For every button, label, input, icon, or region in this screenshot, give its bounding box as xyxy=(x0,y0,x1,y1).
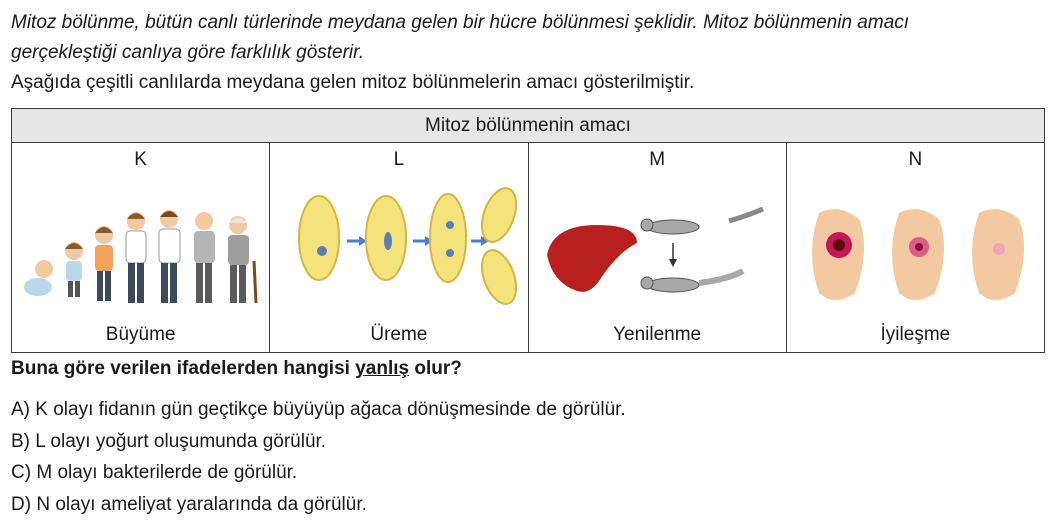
cell-caption: Yenilenme xyxy=(613,324,702,345)
option-b[interactable] xyxy=(11,426,626,458)
paramecium-division-illustration xyxy=(274,183,524,313)
cell-letter: K xyxy=(134,149,147,170)
child-figure xyxy=(95,226,113,301)
question-text xyxy=(11,358,462,380)
option-text: K olayı fidanın gün geçtikçe büyüyüp ağaca dönüşmesinde de görülür. xyxy=(35,399,626,420)
option-text: N olayı ameliyat yaralarında da görülür. xyxy=(36,493,367,515)
wound-healing-illustration xyxy=(791,183,1041,313)
cell-l xyxy=(270,143,528,353)
option-key: A) xyxy=(11,399,30,420)
option-key: D) xyxy=(11,493,32,515)
cell-n xyxy=(786,143,1044,353)
elderly-man-figure xyxy=(228,216,256,303)
answer-options xyxy=(11,394,626,520)
cell-caption: Büyüme xyxy=(105,324,176,345)
option-text: L olayı yoğurt oluşumunda görülür. xyxy=(35,430,327,452)
option-key: B) xyxy=(11,430,30,452)
option-d[interactable] xyxy=(11,489,626,521)
teen-figure xyxy=(126,212,146,303)
intro-text xyxy=(11,8,1051,98)
intro-line-3: Aşağıda çeşitli canlılarda meydana gelen mitoz bölünmelerin amacı gösterilmiştir. xyxy=(11,72,695,93)
cell-letter: M xyxy=(649,149,666,170)
option-c[interactable] xyxy=(11,457,626,489)
cell-k xyxy=(12,143,270,353)
question-underlined: yanlış xyxy=(355,358,410,379)
foot-2 xyxy=(892,209,944,300)
cell-caption: Üreme xyxy=(370,324,428,345)
older-man-figure xyxy=(194,212,215,303)
cell-letter: L xyxy=(393,149,405,170)
foot-1 xyxy=(812,209,864,300)
intro-line-1: Mitoz bölünme, bütün canlı türlerinde meydana gelen bir hücre bölünmesi şeklidir. Mitoz bölünmenin amacı xyxy=(11,12,910,33)
cell-m xyxy=(528,143,786,353)
cell-caption: İyileşme xyxy=(880,324,951,345)
foot-3 xyxy=(972,209,1024,300)
adult-figure xyxy=(159,210,180,303)
lizard-bottom xyxy=(641,271,743,292)
option-text: M olayı bakterilerde de görülür. xyxy=(36,462,298,483)
option-key: C) xyxy=(11,462,32,483)
baby-figure xyxy=(24,260,53,296)
mitosis-purpose-table xyxy=(11,108,1045,353)
liver-lizard-regeneration-illustration xyxy=(533,183,783,313)
lizard-top xyxy=(641,209,763,234)
option-a[interactable] xyxy=(11,394,626,426)
question-after: olur? xyxy=(409,358,462,379)
intro-line-2: gerçekleştiği canlıya göre farklılık gösterir. xyxy=(11,42,365,63)
table-header: Mitoz bölünmenin amacı xyxy=(12,109,1045,143)
liver-shape xyxy=(547,225,637,292)
question-before: Buna göre verilen ifadelerden hangisi xyxy=(11,358,356,379)
cell-letter: N xyxy=(908,149,923,170)
human-growth-illustration xyxy=(16,183,266,313)
toddler-figure xyxy=(65,242,83,297)
